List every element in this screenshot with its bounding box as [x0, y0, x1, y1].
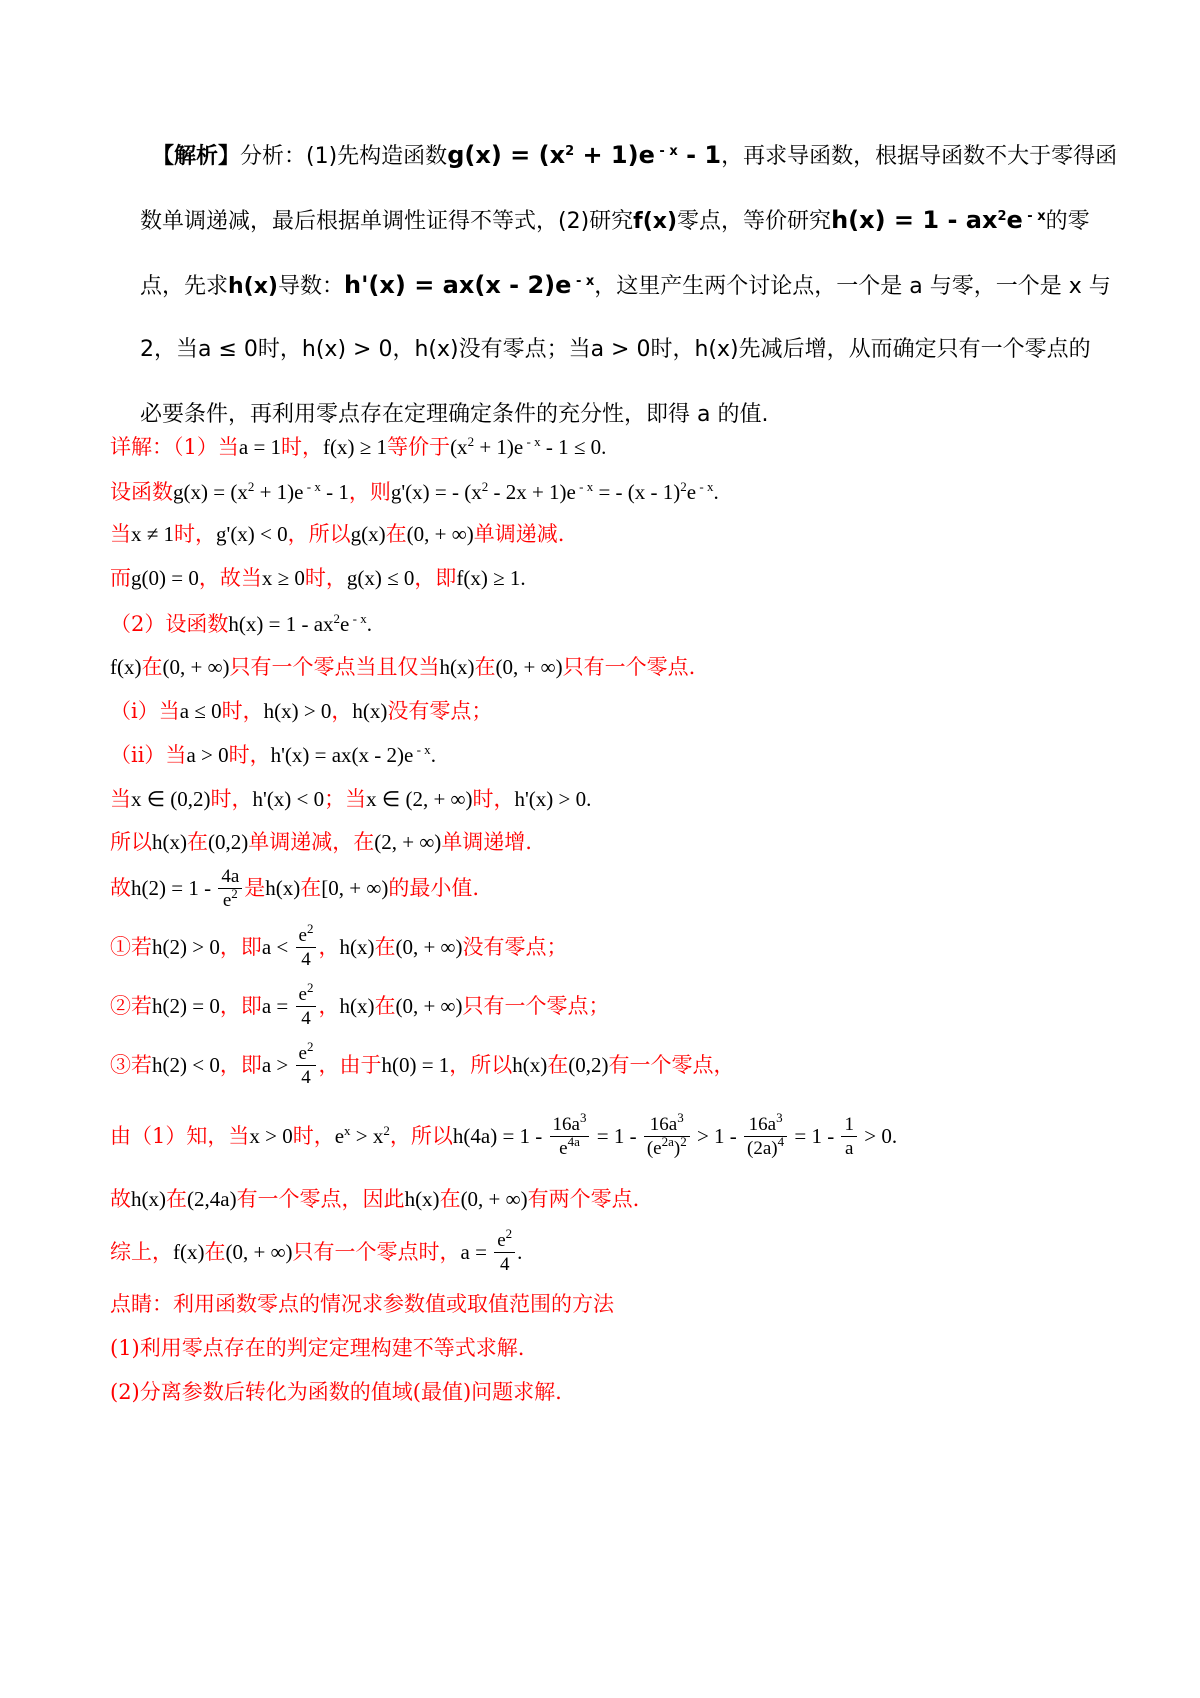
analysis-label: 【解析】: [152, 144, 241, 169]
points-item-2: (2)分离参数后转化为函数的值域(最值)问题求解.: [110, 1380, 562, 1404]
detail-line-16: 故h(x)在(2,4a)有一个零点，因此h(x)在(0, + ∞)有两个零点.: [110, 1187, 640, 1211]
math-hx: h(x): [228, 274, 278, 299]
fraction: $\frac{1}{a}$: [841, 1114, 857, 1161]
math-fx: f(x): [633, 209, 678, 234]
fraction: $\frac{16a^3}{(2a)^4}$: [744, 1114, 787, 1161]
points-title: 点睛：利用函数零点的情况求参数值或取值范围的方法: [110, 1292, 614, 1316]
analysis-line-3: [140, 270, 1111, 302]
detail-line-6: f(x)在(0, + ∞)只有一个零点当且仅当h(x)在(0, + ∞)只有一个零点.: [110, 655, 696, 679]
analysis-text: ，这里产生两个讨论点，一个是 a 与零，一个是 x 与: [594, 274, 1111, 299]
analysis-line-4: [140, 335, 1091, 365]
fraction: $\frac{4a}{e^2}$: [218, 866, 242, 913]
analysis-line-5: [140, 400, 768, 430]
fraction: $\frac{16a^3}{(e^{2a})^2}$: [644, 1114, 690, 1161]
fraction: $\frac{e^2}{4}$: [296, 925, 317, 972]
fraction: $\frac{e^2}{4}$: [296, 984, 317, 1031]
analysis-text: 的零: [1045, 209, 1090, 234]
math-h-derivative: h'(x) = ax(x - 2)e $^{- x}$: [344, 271, 595, 299]
analysis-line-1: [152, 140, 1117, 172]
math-h-definition: $h(x) = 1 - ax^2e$ $^{- x}$: [831, 206, 1046, 234]
analysis-line-2: [140, 205, 1090, 237]
detail-line-12: ①若h(2) > 0，即a < $\frac{e^2}{4}$ ，h(x)在(0, + ∞)没有零点；: [110, 921, 568, 970]
fraction: $\frac{16a^3}{e^{4a}}$: [550, 1114, 590, 1161]
detail-line-4: 而g(0) = 0，故当x ≥ 0时，g(x) ≤ 0，即f(x) ≥ 1.: [110, 566, 526, 590]
analysis-text: 导数：: [277, 274, 344, 299]
detail-line-17: 综上，f(x)在(0, + ∞)只有一个零点时，a = $\frac{e^2}{4}$ .: [110, 1226, 523, 1275]
detail-line-7: （i）当a ≤ 0时，h(x) > 0，h(x)没有零点；: [110, 699, 493, 723]
detail-line-11: 故h(2) = 1 - $\frac{4a}{e^2}$ 是h(x)在[0, + ∞)的最小值.: [110, 866, 480, 911]
math-g-definition: $g(x) = (x^2 + 1)e$ $^{- x}$ - 1: [447, 141, 722, 169]
detail-line-1: 详解：（1）当a = 1时，f(x) ≥ 1等价于$(x^2 + 1)e$ $^{- x}$ - 1 ≤ 0.: [110, 434, 607, 459]
analysis-text: 点，先求: [140, 274, 229, 299]
fraction: $\frac{e^2}{4}$: [494, 1230, 515, 1277]
detail-line-13: ②若h(2) = 0，即a = $\frac{e^2}{4}$ ，h(x)在(0, + ∞)只有一个零点；: [110, 980, 610, 1029]
fraction: $\frac{e^2}{4}$: [296, 1043, 317, 1090]
detail-line-9: 当x ∈ (0,2)时，h'(x) < 0；当x ∈ (2, + ∞)时，h'(x) > 0.: [110, 787, 592, 811]
detail-line-10: 所以h(x)在(0,2)单调递减，在(2, + ∞)单调递增.: [110, 830, 532, 854]
analysis-text: 必要条件，再利用零点存在定理确定条件的充分性，即得 a 的值.: [140, 402, 769, 427]
analysis-text: 2，当a ≤ 0时，h(x) > 0，h(x)没有零点；当a > 0时，h(x)先减后增，从而确定只有一个零点的: [140, 337, 1091, 362]
detail-line-5: （2）设函数$h(x) = 1 - ax^2e$ $^{- x}$.: [110, 611, 372, 636]
detail-line-8: （ii）当a > 0时，h'(x) = ax(x - 2)e $^{- x}$.: [110, 742, 436, 767]
detail-line-3: 当x ≠ 1时，g'(x) < 0，所以g(x)在(0, + ∞)单调递减.: [110, 522, 565, 546]
analysis-text: 分析：(1)先构造函数: [240, 144, 448, 169]
analysis-text: 零点，等价研究: [677, 209, 832, 234]
points-item-1: (1)利用零点存在的判定定理构建不等式求解.: [110, 1336, 525, 1360]
detail-line-14: ③若h(2) < 0，即a > $\frac{e^2}{4}$ ，由于h(0) = 1，所以h(x)在(0,2)有一个零点，: [110, 1039, 735, 1088]
detail-line-2: 设函数$g(x) = (x^2 + 1)e$ $^{- x}$ - 1，则g'(x) = - $(x^2 - 2x + 1)e$ $^{- x}$ = - (x - 1)$^2$e $^{- x}$.: [110, 479, 719, 504]
analysis-text: 数单调递减，最后根据单调性证得不等式，(2)研究: [140, 209, 634, 234]
analysis-text: ，再求导函数，根据导函数不大于零得函: [721, 144, 1118, 169]
detail-line-15: 由（1）知，当x > 0时，$e^x > x^2$，所以h(4a) = 1 - $\frac{16a^3}{e^{4a}}$ = 1 - $\frac{16a^3}{(e^{2a})^2}$ > 1 - $\frac{16a^3}{(2a)^4}$ = 1 - $\frac{1}{a}$ > 0.: [110, 1110, 898, 1159]
